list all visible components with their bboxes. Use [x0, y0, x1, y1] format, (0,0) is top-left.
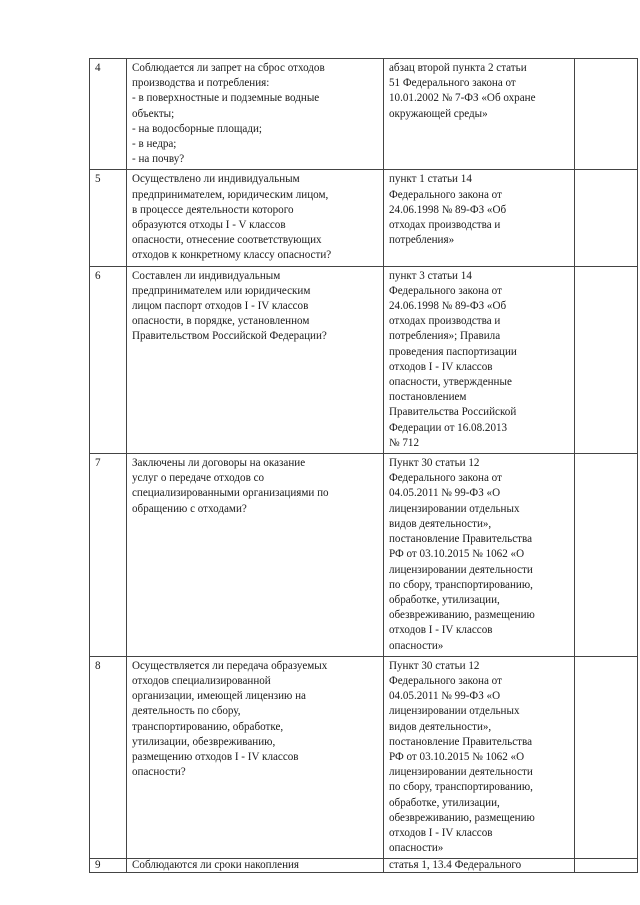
- reference-line: лицензировании отдельных: [389, 705, 520, 718]
- answer-cell: [575, 656, 638, 859]
- reference-line: отходах производства и: [389, 219, 501, 232]
- question-line: обращению с отходами?: [132, 502, 247, 515]
- reference-line: 10.01.2002 № 7-ФЗ «Об охране: [389, 92, 536, 105]
- row-number: [90, 170, 127, 266]
- reference-line: Пункт 30 статьи 12: [389, 457, 480, 470]
- question-cell: [127, 656, 384, 859]
- reference-line: Федерального закона от: [389, 472, 502, 485]
- table-row: [90, 266, 638, 453]
- question-line: Осуществлено ли индивидуальным: [132, 173, 300, 186]
- reference-line: окружающей среды»: [389, 107, 488, 120]
- answer-cell: [575, 859, 638, 873]
- row-number-text: 9: [95, 859, 101, 872]
- question-cell: [127, 266, 384, 453]
- question-line: утилизации, обезвреживанию,: [132, 735, 276, 748]
- row-number-text: 6: [95, 269, 101, 282]
- reference-line: лицензировании отдельных: [389, 502, 520, 515]
- question-line: предпринимателем, юридическим лицом,: [132, 188, 329, 201]
- reference-line: обезвреживанию, размещению: [389, 811, 535, 824]
- question-line: объекты;: [132, 107, 175, 120]
- reference-cell: [384, 859, 575, 873]
- reference-line: Правительства Российской: [389, 406, 517, 419]
- question-line: в процессе деятельности которого: [132, 203, 294, 216]
- reference-cell: [384, 454, 575, 657]
- question-line: опасности?: [132, 766, 186, 779]
- question-line: деятельность по сбору,: [132, 705, 241, 718]
- row-number: [90, 59, 127, 170]
- question-line: отходов специализированной: [132, 674, 271, 687]
- checklist-body: [90, 59, 638, 873]
- question-line: специализированными организациями по: [132, 487, 329, 500]
- question-cell: [127, 859, 384, 873]
- reference-line: обработке, утилизации,: [389, 593, 500, 606]
- question-line: Составлен ли индивидуальным: [132, 269, 281, 282]
- row-number: [90, 454, 127, 657]
- answer-cell: [575, 59, 638, 170]
- question-line: транспортированию, обработке,: [132, 720, 284, 733]
- reference-line: пункт 1 статьи 14: [389, 173, 472, 186]
- question-cell: [127, 59, 384, 170]
- question-line: предпринимателем или юридическим: [132, 284, 311, 297]
- question-line: Соблюдается ли запрет на сброс отходов: [132, 62, 325, 74]
- reference-line: № 712: [389, 436, 419, 449]
- table-row: [90, 656, 638, 859]
- reference-line: абзац второй пункта 2 статьи: [389, 62, 527, 74]
- reference-line: РФ от 03.10.2015 № 1062 «О: [389, 548, 525, 561]
- answer-cell: [575, 266, 638, 453]
- question-line: организации, имеющей лицензию на: [132, 690, 306, 703]
- table-row: [90, 170, 638, 266]
- reference-line: постановление Правительства: [389, 533, 533, 546]
- reference-line: отходов I - IV классов: [389, 826, 493, 839]
- reference-line: Федерального закона от: [389, 674, 502, 687]
- question-line: производства и потребления:: [132, 77, 270, 90]
- row-number: [90, 859, 127, 873]
- answer-cell: [575, 454, 638, 657]
- question-line: опасности, отнесение соответствующих: [132, 234, 322, 247]
- reference-line: лицензировании деятельности: [389, 563, 533, 576]
- question-line: - в недра;: [132, 138, 177, 151]
- reference-line: отходах производства и: [389, 315, 501, 328]
- question-line: - в поверхностные и подземные водные: [132, 92, 320, 105]
- reference-line: опасности»: [389, 639, 444, 652]
- reference-line: постановление Правительства: [389, 735, 533, 748]
- reference-line: лицензировании деятельности: [389, 766, 533, 779]
- row-number: [90, 266, 127, 453]
- reference-line: отходов I - IV классов: [389, 360, 493, 373]
- reference-line: отходов I - IV классов: [389, 624, 493, 637]
- question-line: - на водосборные площади;: [132, 122, 262, 135]
- reference-line: потребления»; Правила: [389, 330, 501, 343]
- table-row: [90, 454, 638, 657]
- question-line: лицом паспорт отходов I - IV классов: [132, 300, 309, 313]
- reference-line: 24.06.1998 № 89-ФЗ «Об: [389, 203, 507, 216]
- question-line: Заключены ли договоры на оказание: [132, 457, 306, 470]
- reference-line: по сбору, транспортированию,: [389, 781, 533, 794]
- question-cell: [127, 170, 384, 266]
- question-line: - на почву?: [132, 153, 185, 166]
- question-line: Осуществляется ли передача образуемых: [132, 659, 328, 672]
- reference-line: опасности, утвержденные: [389, 376, 512, 389]
- reference-line: потребления»: [389, 234, 455, 247]
- question-line: Соблюдаются ли сроки накопления: [132, 859, 300, 872]
- table-row: [90, 859, 638, 873]
- table-row: [90, 59, 638, 170]
- question-line: размещению отходов I - IV классов: [132, 750, 299, 763]
- reference-cell: [384, 59, 575, 170]
- reference-line: Пункт 30 статьи 12: [389, 659, 480, 672]
- row-number: [90, 656, 127, 859]
- row-number-text: 5: [95, 173, 101, 186]
- reference-line: 04.05.2011 № 99-ФЗ «О: [389, 690, 501, 703]
- question-line: опасности, в порядке, установленном: [132, 315, 310, 328]
- reference-line: по сбору, транспортированию,: [389, 578, 533, 591]
- reference-line: обработке, утилизации,: [389, 796, 500, 809]
- reference-line: Федерального закона от: [389, 284, 502, 297]
- question-line: отходов к конкретному классу опасности?: [132, 249, 332, 262]
- question-line: услуг о передаче отходов со: [132, 472, 265, 485]
- reference-line: 51 Федерального закона от: [389, 77, 516, 90]
- reference-line: 24.06.1998 № 89-ФЗ «Об: [389, 300, 507, 313]
- reference-line: Федерального закона от: [389, 188, 502, 201]
- reference-line: постановлением: [389, 391, 467, 404]
- reference-cell: [384, 656, 575, 859]
- reference-cell: [384, 170, 575, 266]
- reference-line: опасности»: [389, 842, 444, 855]
- question-line: образуются отходы I - V классов: [132, 219, 286, 232]
- reference-line: видов деятельности»,: [389, 517, 492, 530]
- question-cell: [127, 454, 384, 657]
- checklist-table: [89, 58, 638, 873]
- row-number-text: 4: [95, 62, 101, 74]
- reference-line: статья 1, 13.4 Федерального: [389, 859, 522, 872]
- reference-line: проведения паспортизации: [389, 345, 517, 358]
- reference-line: видов деятельности»,: [389, 720, 492, 733]
- reference-line: пункт 3 статьи 14: [389, 269, 472, 282]
- row-number-text: 8: [95, 659, 101, 672]
- question-line: Правительством Российской Федерации?: [132, 330, 327, 343]
- reference-line: 04.05.2011 № 99-ФЗ «О: [389, 487, 501, 500]
- reference-cell: [384, 266, 575, 453]
- row-number-text: 7: [95, 457, 101, 470]
- reference-line: обезвреживанию, размещению: [389, 609, 535, 622]
- answer-cell: [575, 170, 638, 266]
- reference-line: Федерации от 16.08.2013: [389, 421, 508, 434]
- reference-line: РФ от 03.10.2015 № 1062 «О: [389, 750, 525, 763]
